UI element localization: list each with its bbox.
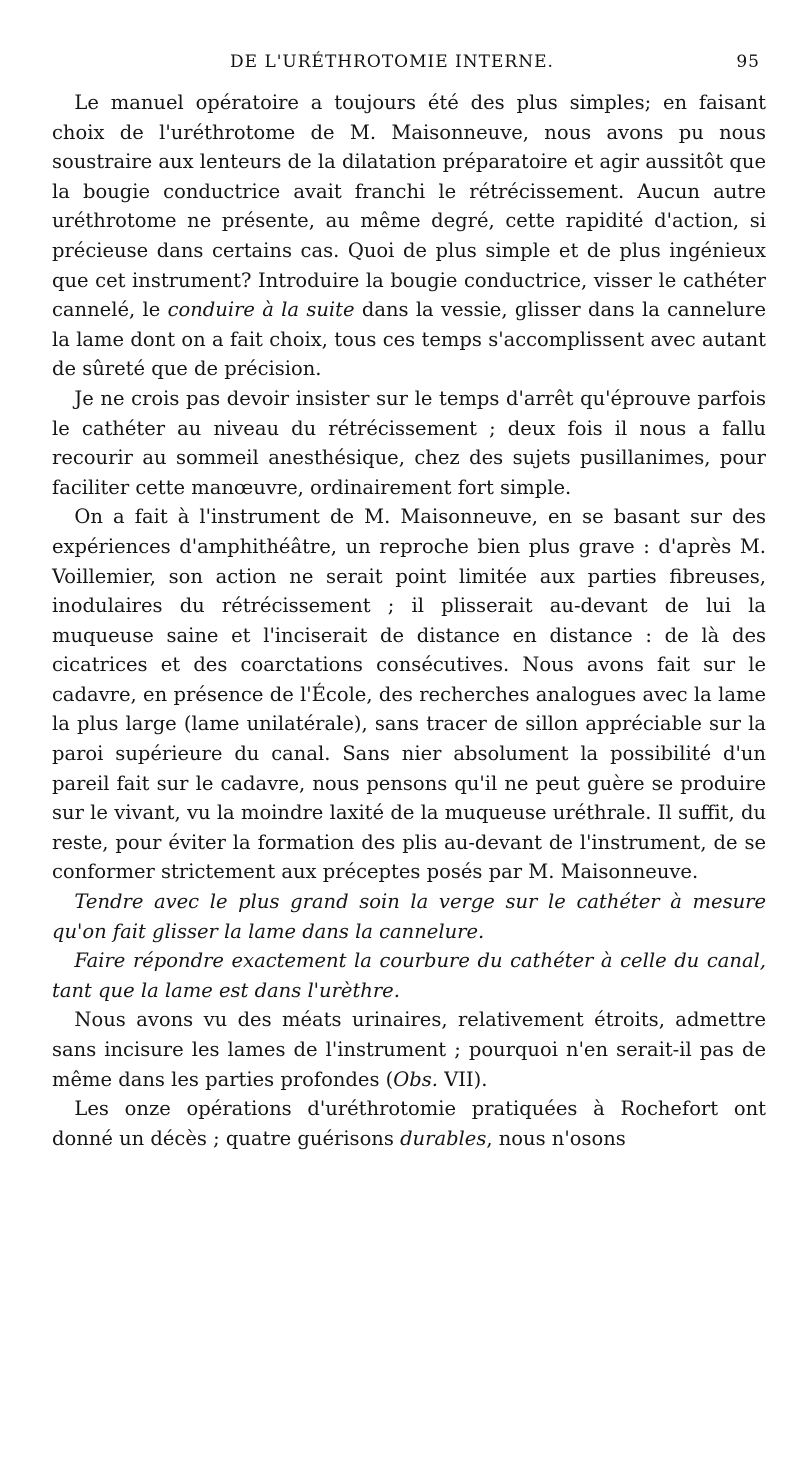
text-segment: Je ne crois pas devoir insister sur le temps d'arrêt qu'éprouve parfois le cathéter au niveau du rétrécissement ; deux fois il nous a fallu recourir au sommeil anesthésique, chez des sujets pusillanimes, pour faciliter cette manœuvre, ordinairement fort simple. xyxy=(52,386,766,499)
text-segment: Le manuel opératoire a toujours été des plus simples; en faisant choix de l'uréthrotome de M. Maisonneuve, nous avons pu nous soustraire aux lenteurs de la dilatation préparatoire et agir aussitôt que la bougie conductrice avait franchi le rétrécissement. Aucun autre uréthrotome ne présente, au même degré, cette rapidité d'action, si précieuse dans certains cas. Quoi de plus simple et de plus ingénieux que cet instrument? Introduire la bougie conductrice, visser le cathéter cannelé, le xyxy=(52,91,766,322)
paragraph-precept-faire xyxy=(52,946,766,1005)
text-segment: dans la vessie, glisser dans la cannelure la lame dont on a fait choix, tous ces temps s'accomplissent avec autant de sûreté que de précision. xyxy=(52,298,766,381)
paragraph-precept-tendre xyxy=(52,887,766,946)
body-text xyxy=(52,88,766,1153)
paragraph-onze-operations xyxy=(52,1094,766,1153)
paragraph-temps-arret xyxy=(52,384,766,502)
paragraph-reproche xyxy=(52,502,766,887)
italic-segment: conduire à la suite xyxy=(167,298,355,322)
text-segment: Nous avons vu des méats urinaires, relativement étroits, admettre sans incisure les lames de l'instrument ; pourquoi n'en serait-il pas de même dans les parties profondes ( xyxy=(52,1008,766,1091)
page-number: 95 xyxy=(736,52,760,72)
text-segment: Faire répondre exactement la courbure du cathéter à celle du canal, tant que la lame est dans l'urèthre. xyxy=(52,949,766,1002)
text-segment: VII). xyxy=(437,1067,488,1091)
paragraph-meats-urinaires xyxy=(52,1005,766,1094)
italic-segment: durables xyxy=(400,1126,487,1150)
text-segment: Tendre avec le plus grand soin la verge sur le cathéter à mesure qu'on fait glisser la lame dans la cannelure. xyxy=(52,890,766,943)
page-header xyxy=(230,52,770,78)
paragraph-manuel-operatoire xyxy=(52,88,766,384)
text-segment: , nous n'osons xyxy=(486,1126,626,1150)
text-segment: On a fait à l'instrument de M. Maisonneuve, en se basant sur des expériences d'amphithéâtre, un reproche bien plus grave : d'après M. Voillemier, son action ne serait point limitée aux parties fibreuses, inodulaires du rétrécissement ; il plisserait au-devant de lui la muqueuse saine et l'inciserait de distance en distance : de là des cicatrices et des coarctations consécutives. Nous avons fait sur le cadavre, en présence de l'École, des recherches analogues avec la lame la plus large (lame unilatérale), sans tracer de sillon appréciable sur la paroi supérieure du canal. Sans nier absolument la possibilité d'un pareil fait sur le cadavre, nous pensons qu'il ne peut guère se produire sur le vivant, vu la moindre laxité de la muqueuse uréthrale. Il suffit, du reste, pour éviter la formation des plis au-devant de l'instrument, de se conformer strictement aux préceptes posés par M. Maisonneuve. xyxy=(52,505,766,884)
text-segment: Les onze opérations d'uréthrotomie pratiquées à Rochefort ont donné un décès ; quatre guérisons xyxy=(52,1097,766,1150)
italic-segment: Obs. xyxy=(393,1067,438,1091)
running-head: DE L'URÉTHROTOMIE INTERNE. xyxy=(230,52,554,72)
